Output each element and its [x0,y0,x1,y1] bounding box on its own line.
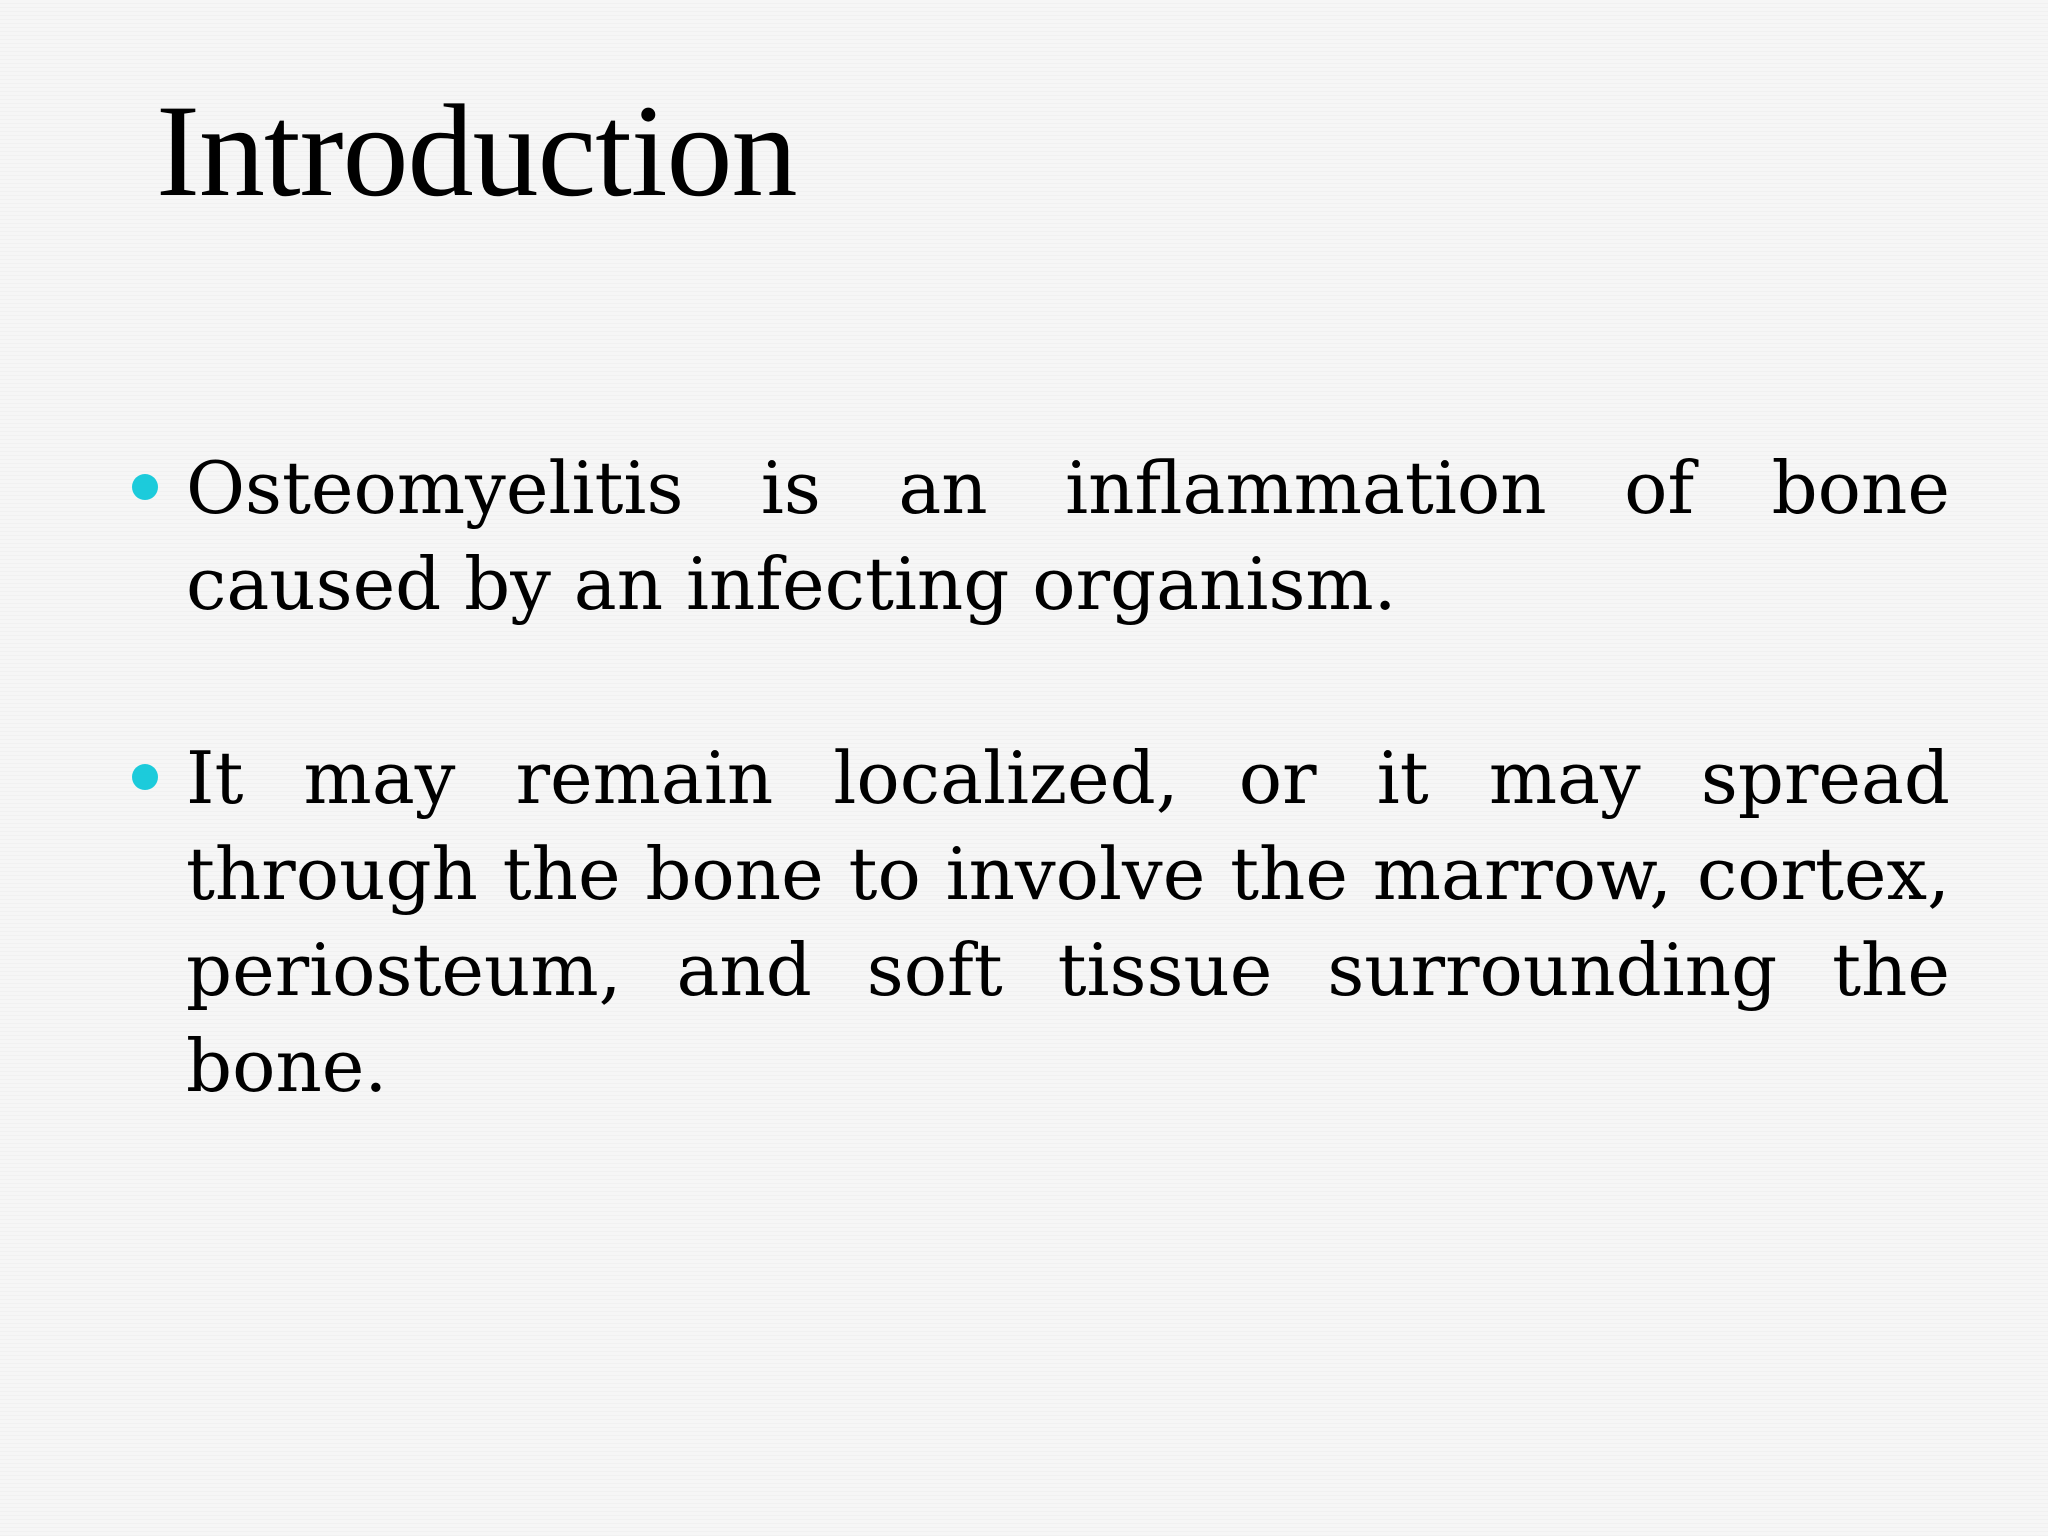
bullet-dot-icon [132,474,158,500]
bullet-list [120,440,1950,1212]
bullet-dot-icon [132,764,158,790]
bullet-text: Osteomyelitis is an inflammation of bone caused by an infecting organism. [186,446,1950,626]
slide-title: Introduction [156,77,797,224]
bullet-item [120,730,1950,1114]
bullet-item [120,440,1950,632]
bullet-text: It may remain localized, or it may spread through the bone to involve the marrow, cortex, periosteum, and soft tissue surrounding the bone. [186,736,1950,1108]
